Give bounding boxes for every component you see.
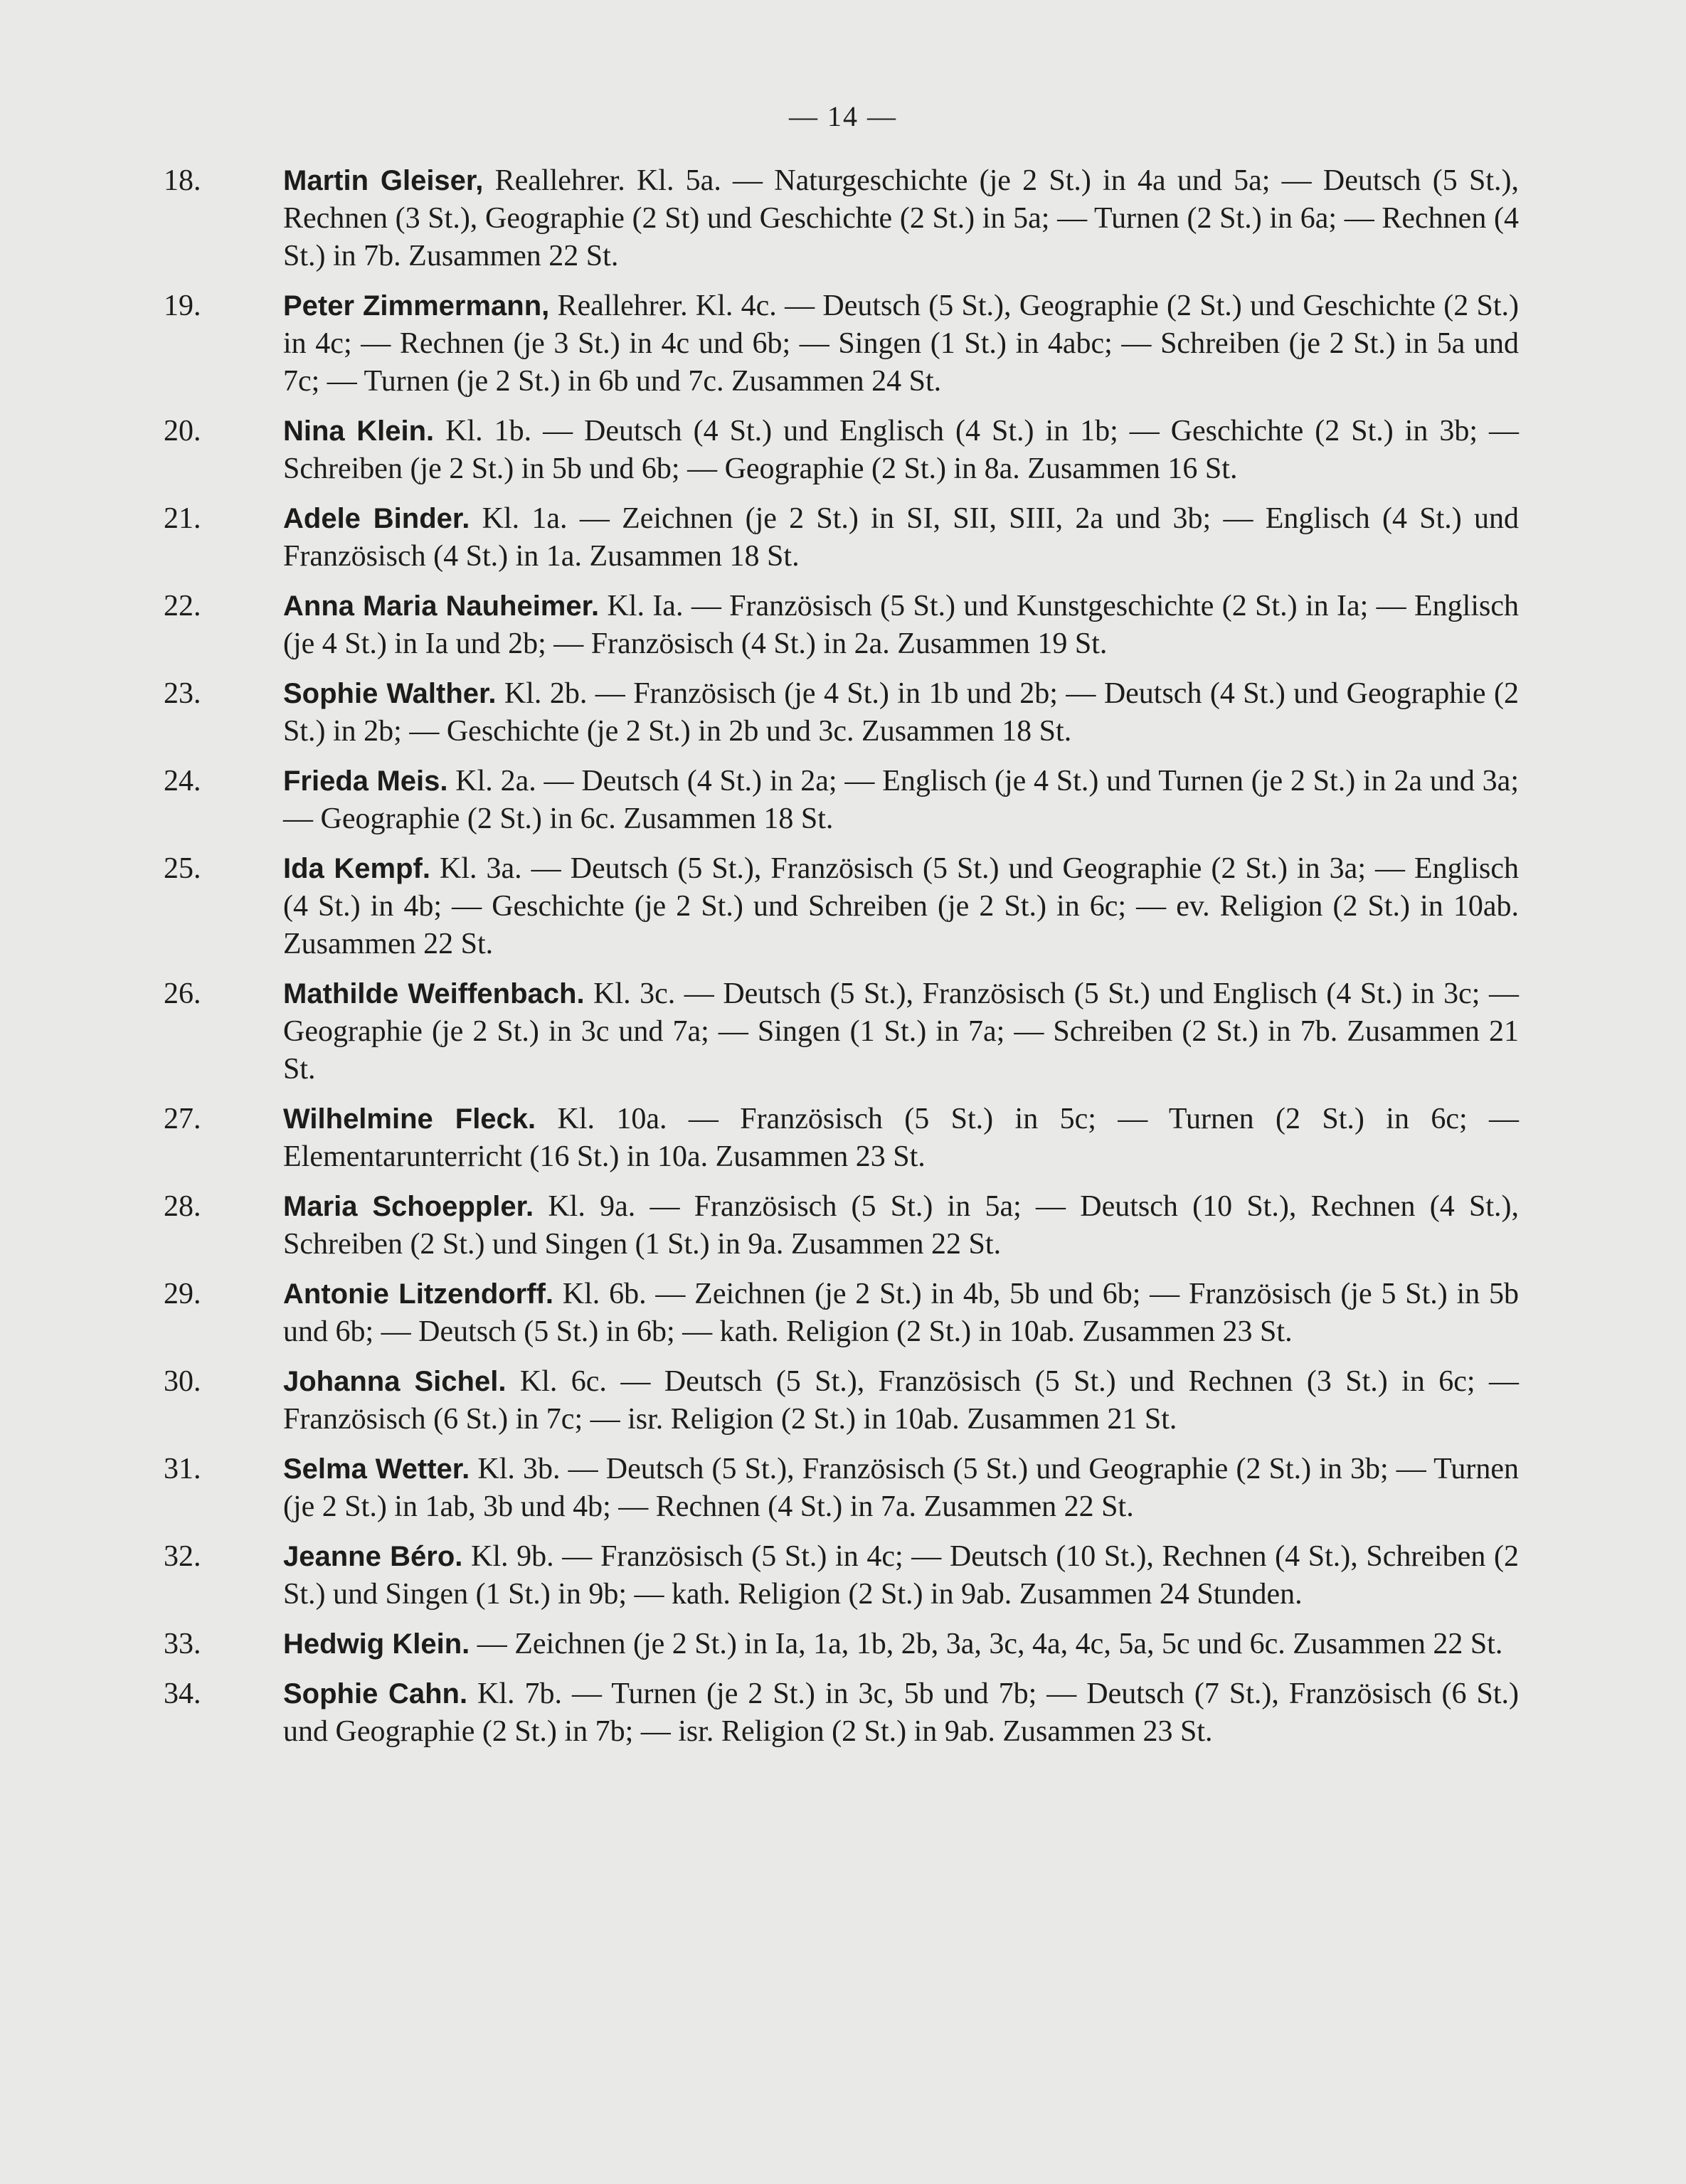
teaching-assignment: Kl. 2b. — Französisch (je 4 St.) in 1b und 2b; — Deutsch (4 St.) und Geographie (2 St.) in 2b; — Geschichte (je 2 St.) in 2b und 3c. Zusammen 18 St. <box>283 677 1519 748</box>
teacher-name: Hedwig Klein. <box>283 1628 470 1660</box>
entry-number: 29. <box>164 1278 201 1310</box>
page-number: — 14 — <box>789 100 897 132</box>
teacher-entry <box>164 287 1519 401</box>
teacher-entry <box>164 500 1519 576</box>
teacher-name: Johanna Sichel. <box>283 1366 507 1397</box>
teaching-assignment: Kl. 6b. — Zeichnen (je 2 St.) in 4b, 5b und 6b; — Französisch (je 5 St.) in 5b und 6b; — Deutsch (5 St.) in 6b; — kath. Religion (2 St.) in 10ab. Zusammen 23 St. <box>283 1278 1519 1348</box>
entry-number: 25. <box>164 852 201 885</box>
teaching-assignment: Kl. 9a. — Französisch (5 St.) in 5a; — Deutsch (10 St.), Rechnen (4 St.), Schreiben (2 St.) und Singen (1 St.) in 9a. Zusammen 22 St. <box>283 1190 1519 1261</box>
teaching-assignment: Kl. 1b. — Deutsch (4 St.) und Englisch (4 St.) in 1b; — Geschichte (2 St.) in 3b; — Schreiben (je 2 St.) in 5b und 6b; — Geographie (2 St.) in 8a. Zusammen 16 St. <box>283 415 1519 485</box>
entry-number: 30. <box>164 1365 201 1398</box>
entry-number: 23. <box>164 677 201 710</box>
teacher-name: Antonie Litzendorff. <box>283 1278 554 1310</box>
teacher-entry <box>164 1451 1519 1526</box>
teaching-assignment: Kl. 7b. — Turnen (je 2 St.) in 3c, 5b und 7b; — Deutsch (7 St.), Französisch (6 St.) und Geographie (2 St.) in 7b; — isr. Religion (2 St.) in 9ab. Zusammen 23 St. <box>283 1677 1519 1748</box>
teacher-name: Ida Kempf. <box>283 853 430 884</box>
teaching-assignment: Kl. 3c. — Deutsch (5 St.), Französisch (5 St.) und Englisch (4 St.) in 3c; — Geographie (je 2 St.) in 3c und 7a; — Singen (1 St.) in 7a; — Schreiben (2 St.) in 7b. Zusammen 21 St. <box>283 977 1519 1086</box>
teacher-name: Peter Zimmermann, <box>283 290 550 322</box>
teacher-name: Frieda Meis. <box>283 765 448 797</box>
teacher-entry <box>164 1538 1519 1613</box>
teacher-name: Maria Schoeppler. <box>283 1191 534 1222</box>
entry-number: 24. <box>164 765 201 797</box>
teaching-assignment: Kl. 10a. — Französisch (5 St.) in 5c; — Turnen (2 St.) in 6c; — Elementarunterricht (16 St.) in 10a. Zusammen 23 St. <box>283 1103 1519 1173</box>
teacher-name: Jeanne Béro. <box>283 1541 463 1572</box>
teacher-entry <box>164 975 1519 1088</box>
teaching-assignment: Kl. 9b. — Französisch (5 St.) in 4c; — Deutsch (10 St.), Rechnen (4 St.), Schreiben (2 St.) und Singen (1 St.) in 9b; — kath. Religion (2 St.) in 9ab. Zusammen 24 Stunden. <box>283 1540 1519 1611</box>
teacher-list <box>164 162 1519 1763</box>
teacher-entry <box>164 1276 1519 1351</box>
teacher-entry <box>164 413 1519 488</box>
teacher-name: Nina Klein. <box>283 415 435 447</box>
teacher-name: Wilhelmine Fleck. <box>283 1103 536 1135</box>
teacher-name: Martin Gleiser, <box>283 165 484 196</box>
teacher-entry <box>164 1188 1519 1263</box>
entry-number: 34. <box>164 1677 201 1710</box>
teacher-name: Selma Wetter. <box>283 1453 470 1485</box>
teacher-name: Sophie Cahn. <box>283 1678 468 1709</box>
teaching-assignment: Kl. 2a. — Deutsch (4 St.) in 2a; — Englisch (je 4 St.) und Turnen (je 2 St.) in 2a und 3a; — Geographie (2 St.) in 6c. Zusammen 18 St. <box>283 765 1519 835</box>
entry-number: 28. <box>164 1190 201 1223</box>
entry-number: 21. <box>164 502 201 535</box>
teaching-assignment: Kl. 3a. — Deutsch (5 St.), Französisch (5 St.) und Geographie (2 St.) in 3a; — Englisch (4 St.) in 4b; — Geschichte (je 2 St.) und Schreiben (je 2 St.) in 6c; — ev. Religion (2 St.) in 10ab. Zusammen 22 St. <box>283 852 1519 960</box>
teacher-entry <box>164 162 1519 275</box>
entry-number: 22. <box>164 590 201 622</box>
teacher-name: Sophie Walther. <box>283 678 497 709</box>
teaching-assignment: Kl. 3b. — Deutsch (5 St.), Französisch (5 St.) und Geographie (2 St.) in 3b; — Turnen (je 2 St.) in 1ab, 3b und 4b; — Rechnen (4 St.) in 7a. Zusammen 22 St. <box>283 1453 1519 1523</box>
entry-number: 26. <box>164 977 201 1010</box>
teaching-assignment: Kl. 6c. — Deutsch (5 St.), Französisch (5 St.) und Rechnen (3 St.) in 6c; — Französisch (6 St.) in 7c; — isr. Religion (2 St.) in 10ab. Zusammen 21 St. <box>283 1365 1519 1436</box>
teacher-name: Mathilde Weiffenbach. <box>283 978 585 1009</box>
teacher-entry <box>164 1363 1519 1438</box>
teaching-assignment: Kl. 1a. — Zeichnen (je 2 St.) in SI, SII, SIII, 2a und 3b; — Englisch (4 St.) und Französisch (4 St.) in 1a. Zusammen 18 St. <box>283 502 1520 573</box>
teaching-assignment: — Zeichnen (je 2 St.) in Ia, 1a, 1b, 2b, 3a, 3c, 4a, 4c, 5a, 5c und 6c. Zusammen 22 St. <box>470 1628 1503 1660</box>
teacher-entry <box>164 1626 1519 1663</box>
entry-number: 27. <box>164 1103 201 1135</box>
entry-number: 20. <box>164 415 201 447</box>
teaching-assignment: Reallehrer. Kl. 5a. — Naturgeschichte (je 2 St.) in 4a und 5a; — Deutsch (5 St.), Rechnen (3 St.), Geographie (2 St) und Geschichte (2 St.) in 5a; — Turnen (2 St.) in 6a; — Rechnen (4 St.) in 7b. Zusammen 22 St. <box>283 164 1519 272</box>
teacher-entry <box>164 588 1519 663</box>
entry-number: 31. <box>164 1453 201 1485</box>
entry-number: 33. <box>164 1628 201 1660</box>
teacher-entry <box>164 1675 1519 1751</box>
entry-number: 19. <box>164 290 201 322</box>
teaching-assignment: Kl. Ia. — Französisch (5 St.) und Kunstgeschichte (2 St.) in Ia; — Englisch (je 4 St.) in Ia und 2b; — Französisch (4 St.) in 2a. Zusammen 19 St. <box>283 590 1519 660</box>
teacher-name: Anna Maria Nauheimer. <box>283 590 600 622</box>
teacher-entry <box>164 763 1519 838</box>
teaching-assignment: Reallehrer. Kl. 4c. — Deutsch (5 St.), Geographie (2 St.) und Geschichte (2 St.) in 4c; — Rechnen (je 3 St.) in 4c und 6b; — Singen (1 St.) in 4abc; — Schreiben (je 2 St.) in 5a und 7c; — Turnen (je 2 St.) in 6b und 7c. Zusammen 24 St. <box>283 290 1519 398</box>
entry-number: 18. <box>164 164 201 197</box>
teacher-name: Adele Binder. <box>283 503 470 534</box>
entry-number: 32. <box>164 1540 201 1573</box>
teacher-entry <box>164 850 1519 963</box>
teacher-entry <box>164 1101 1519 1176</box>
teacher-entry <box>164 675 1519 751</box>
